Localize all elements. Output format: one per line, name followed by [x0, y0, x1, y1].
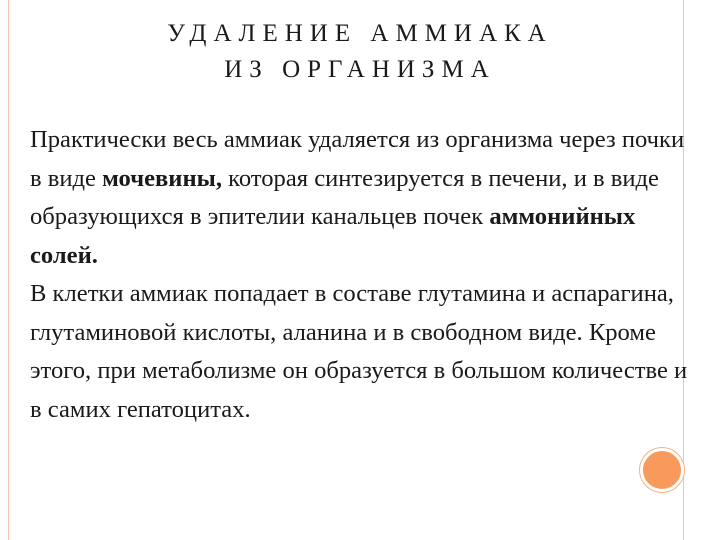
- paragraph-1: [30, 121, 690, 275]
- slide-title: [0, 16, 720, 88]
- bold-term-ammonium-salts: аммонийных солей.: [30, 203, 636, 269]
- decorative-circle-icon: [640, 448, 684, 492]
- title-line-2: ИЗ ОРГАНИЗМА: [224, 56, 496, 83]
- paragraph-2: В клетки аммиак попадает в составе глутамина и аспарагина, глутаминовой кислоты, аланина и в свободном виде. Кроме этого, при метаболизме он образуется в большом количестве и в самих гепатоцитах.: [30, 280, 688, 423]
- slide-body: [30, 121, 690, 429]
- paragraph-1-text-a: Практически весь аммиак удаляется из организма через почки в виде: [30, 126, 685, 192]
- paragraph-1-text-b: которая синтезируется в печени, и в виде образующихся в эпителии канальцев почек: [30, 164, 659, 230]
- bold-term-urea: мочевины,: [102, 164, 222, 192]
- title-line-1: УДАЛЕНИЕ АММИАКА: [167, 20, 553, 47]
